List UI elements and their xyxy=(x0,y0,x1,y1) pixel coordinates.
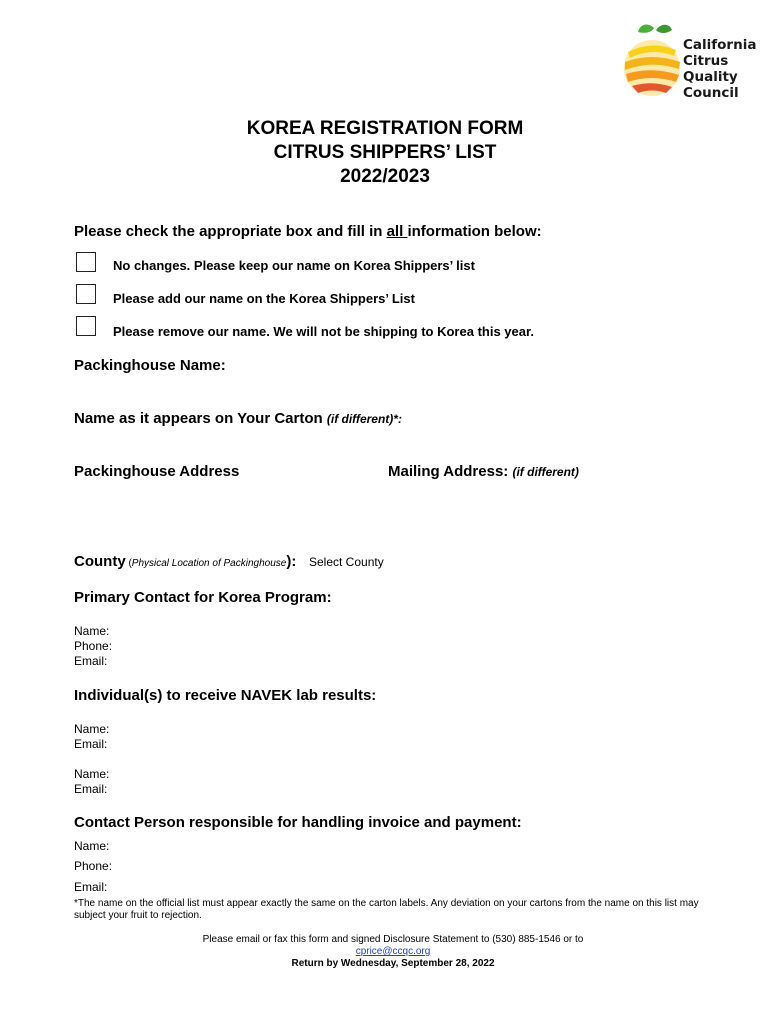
primary-contact-email-label: Email: xyxy=(74,654,108,668)
footnote-line2: subject your fruit to rejection. xyxy=(74,910,202,921)
navek-name1-label: Name: xyxy=(74,722,110,736)
form-subtitle: CITRUS SHIPPERS’ LIST xyxy=(273,142,497,163)
packinghouse-name-label: Packinghouse Name: xyxy=(74,357,226,374)
return-deadline: Return by Wednesday, September 28, 2022 xyxy=(291,958,495,969)
primary-contact-name-label: Name: xyxy=(74,624,110,638)
navek-email1-label: Email: xyxy=(74,737,108,751)
navek-name2-label: Name: xyxy=(74,767,110,781)
invoice-phone-label: Phone: xyxy=(74,859,113,873)
form-title: KOREA REGISTRATION FORM xyxy=(246,118,524,139)
county-label: County (Physical Location of Packinghouse): xyxy=(74,553,297,570)
invoice-name-label: Name: xyxy=(74,839,110,853)
add-name-label: Please add our name on the Korea Shippers’ List xyxy=(113,291,415,306)
navek-email2-label: Email: xyxy=(74,782,108,796)
logo-org-name: California Citrus Quality Council xyxy=(683,37,757,101)
remove-name-label: Please remove our name. We will not be shipping to Korea this year. xyxy=(113,324,534,339)
carton-name-label: Name as it appears on Your Carton (if different)*: xyxy=(74,410,402,427)
mailing-address-label: Mailing Address: (if different) xyxy=(388,463,579,480)
instructions: Please check the appropriate box and fill in all information below: xyxy=(74,223,542,240)
navek-heading: Individual(s) to receive NAVEK lab results: xyxy=(74,687,377,704)
primary-contact-heading: Primary Contact for Korea Program: xyxy=(74,589,332,606)
packinghouse-address-label: Packinghouse Address xyxy=(74,463,240,480)
no-changes-checkbox[interactable] xyxy=(76,252,96,272)
invoice-contact-heading: Contact Person responsible for handling invoice and payment: xyxy=(74,814,522,831)
footnote-line1: *The name on the official list must appear exactly the same on the carton labels. Any deviation on your cartons from the name on this list may xyxy=(74,898,699,909)
county-select[interactable]: Select County xyxy=(309,555,384,569)
invoice-email-label: Email: xyxy=(74,880,108,894)
primary-contact-phone-label: Phone: xyxy=(74,639,113,653)
no-changes-label: No changes. Please keep our name on Korea Shippers’ list xyxy=(113,258,475,273)
ccqc-email-link[interactable]: cprice@ccqc.org xyxy=(355,946,431,957)
remove-name-checkbox[interactable] xyxy=(76,316,96,336)
footer-instructions: Please email or fax this form and signed Disclosure Statement to (530) 885-1546 or to xyxy=(202,934,584,945)
form-year: 2022/2023 xyxy=(340,166,430,187)
add-name-checkbox[interactable] xyxy=(76,284,96,304)
